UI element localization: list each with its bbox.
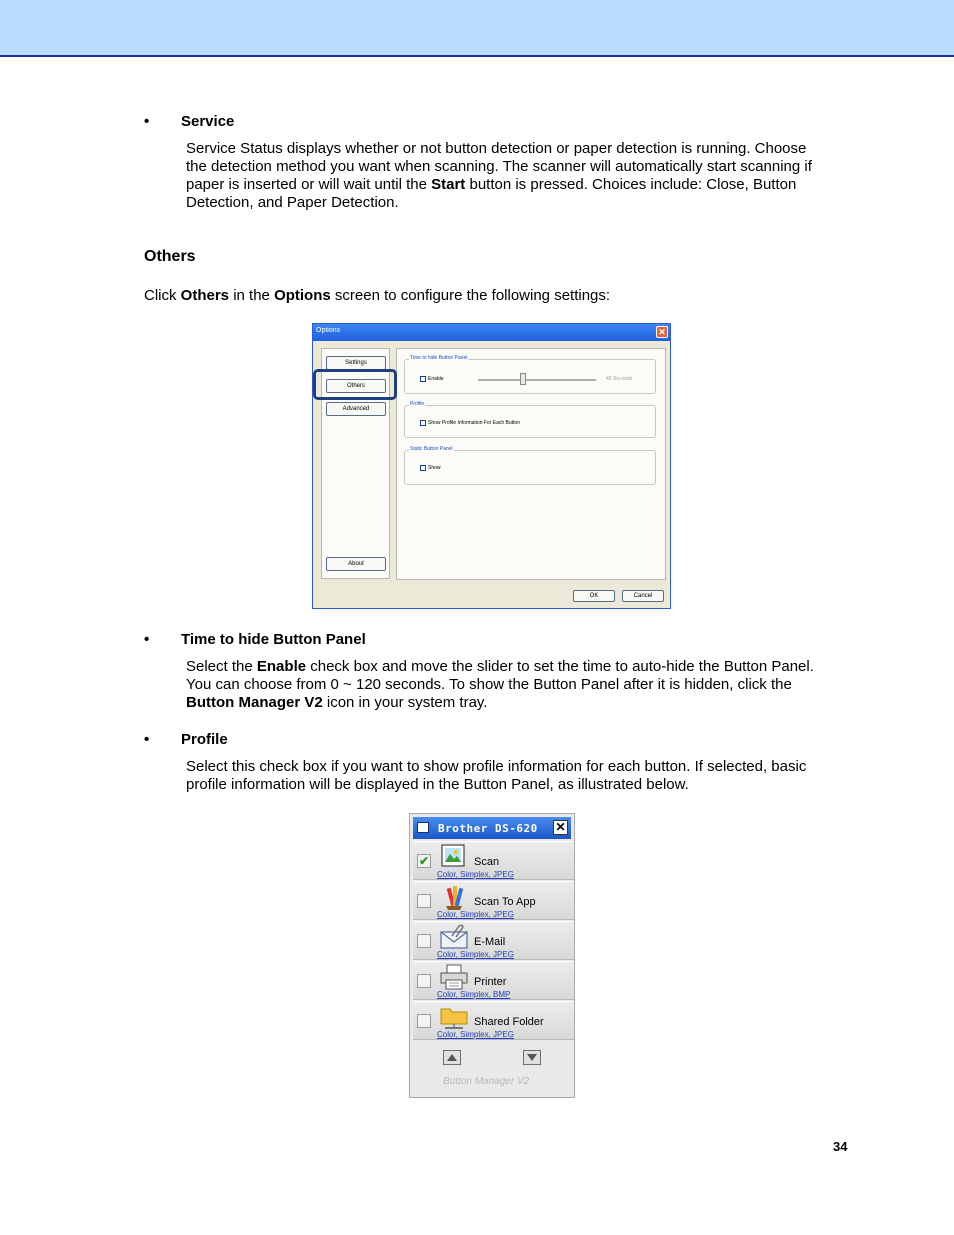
static-panel-group	[404, 446, 656, 485]
profile-group	[404, 401, 656, 438]
bullet-point: •	[144, 731, 150, 748]
printer-icon	[439, 964, 469, 990]
scan-checkbox[interactable]: ✔	[418, 854, 430, 868]
nav-about-button[interactable]: About	[326, 557, 386, 571]
hide-time-slider-track[interactable]	[478, 379, 596, 381]
button-panel-titlebar	[413, 817, 571, 839]
options-title: Options	[316, 327, 341, 334]
options-content-panel	[396, 348, 666, 580]
shared-folder-label: Shared Folder	[474, 1016, 544, 1028]
enable-checkbox[interactable]	[420, 376, 426, 382]
shared-folder-profile-link[interactable]: Color, Simplex, JPEG	[437, 1030, 514, 1039]
time-hide-group-title: Time to hide Button Panel	[410, 355, 468, 361]
service-title: Service	[181, 113, 235, 130]
button-manager-logo: Button Manager V2	[443, 1076, 530, 1087]
shared-folder-icon	[439, 1004, 469, 1030]
paint-brushes-icon	[439, 884, 469, 910]
time-hide-description: Select the Enable check box and move the slider to set the time to auto-hide the Button Panel. You can choose from 0 ~ 120 seconds. To show the Button Panel after it is hidden, click the Button Manager V2 icon in your system tray.	[186, 658, 814, 711]
panel-button-email[interactable]	[413, 921, 574, 960]
scan-label: Scan	[474, 856, 500, 868]
ok-button[interactable]: OK	[573, 590, 615, 602]
email-profile-link[interactable]: Color, Simplex, JPEG	[437, 950, 514, 959]
email-checkbox[interactable]	[417, 934, 431, 948]
bullet-point: •	[144, 113, 150, 130]
scroll-down-arrow-icon[interactable]	[523, 1050, 541, 1065]
scan-to-app-checkbox[interactable]	[417, 894, 431, 908]
scan-to-app-label: Scan To App	[474, 896, 536, 908]
profile-group-title: Profile	[410, 401, 425, 407]
time-hide-group	[404, 355, 656, 394]
button-panel-title: Brother DS-620	[438, 822, 538, 835]
bullet-point: •	[144, 631, 150, 648]
email-label: E-Mail	[474, 936, 506, 948]
profile-title: Profile	[181, 731, 228, 748]
options-titlebar	[313, 324, 670, 341]
printer-profile-link[interactable]: Color, Simplex, BMP	[437, 990, 511, 999]
nav-advanced-button[interactable]: Advanced	[326, 402, 386, 416]
printer-label: Printer	[474, 976, 507, 988]
shared-folder-checkbox[interactable]	[417, 1014, 431, 1028]
nav-settings-button[interactable]: Settings	[326, 356, 386, 370]
others-intro: Click Others in the Options screen to configure the following settings:	[144, 287, 611, 304]
options-dialog	[312, 323, 671, 609]
printer-checkbox[interactable]	[417, 974, 431, 988]
service-description: Service Status displays whether or not button detection or paper detection is running. Choose the detection method you want when scanning. The scanner will automatically start scanning if paper is inserted or will wait until the Start button is pressed. Choices include: Close, Button Detection, and Paper Detection.	[186, 140, 812, 211]
static-show-checkbox[interactable]	[420, 465, 426, 471]
others-heading: Others	[144, 248, 196, 265]
others-highlight-ring	[313, 369, 397, 400]
enable-label: Enable	[428, 376, 444, 382]
nav-others-button[interactable]: Others	[326, 379, 386, 393]
button-panel	[409, 813, 575, 1098]
hide-time-slider-handle[interactable]	[520, 373, 526, 385]
static-panel-group-title: Static Button Panel	[410, 446, 453, 452]
page-header-band	[0, 0, 954, 57]
time-hide-title: Time to hide Button Panel	[181, 631, 366, 648]
panel-app-icon	[417, 822, 429, 833]
profile-description: Select this check box if you want to show profile information for each button. If selected, basic profile information will be displayed in the Button Panel, as illustrated below.	[186, 758, 807, 793]
envelope-paperclip-icon	[439, 924, 469, 950]
cancel-button[interactable]: Cancel	[622, 590, 664, 602]
panel-button-scan[interactable]	[413, 841, 574, 880]
show-profile-checkbox[interactable]	[420, 420, 426, 426]
options-close-icon[interactable]: ✕	[656, 326, 668, 338]
scroll-up-arrow-icon[interactable]	[443, 1050, 461, 1065]
panel-button-shared-folder[interactable]	[413, 1001, 574, 1040]
scan-to-app-profile-link[interactable]: Color, Simplex, JPEG	[437, 910, 514, 919]
panel-button-printer[interactable]	[413, 961, 574, 1000]
slider-value-label: 45 Seconds	[606, 376, 633, 382]
show-profile-label: Show Profile Information For Each Button	[428, 420, 520, 426]
button-panel-close-icon[interactable]: ✕	[553, 820, 568, 835]
scan-profile-link[interactable]: Color, Simplex, JPEG	[437, 870, 514, 879]
page-number: 34	[833, 1139, 848, 1154]
static-show-label: Show	[428, 465, 441, 471]
scan-image-icon	[439, 844, 469, 870]
panel-button-scan-to-app[interactable]	[413, 881, 574, 920]
